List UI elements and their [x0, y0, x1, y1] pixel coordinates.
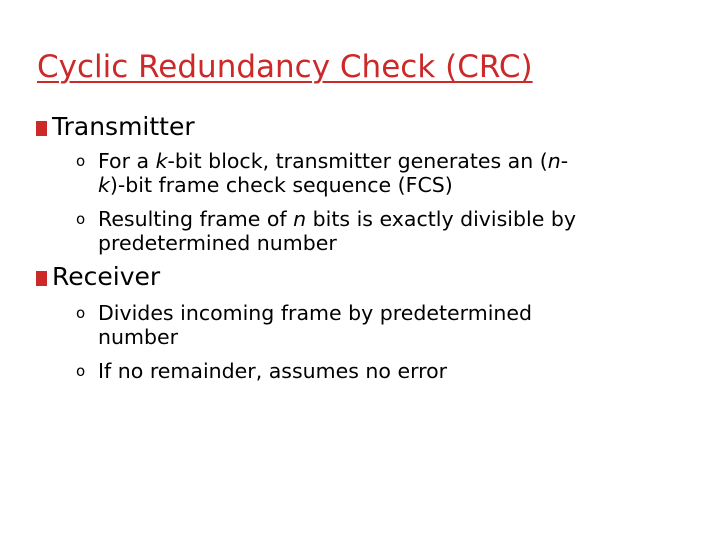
- italic-variable: k: [155, 149, 168, 173]
- text-run: Resulting frame of: [98, 207, 294, 231]
- circle-bullet-icon: o: [76, 152, 86, 170]
- text-run: For a: [98, 149, 156, 173]
- sub-bullet-k-bit-block: [76, 149, 716, 197]
- text-line: [98, 207, 716, 231]
- text-run: Divides incoming frame by predetermined: [98, 301, 533, 325]
- sub-bullet-text: [98, 359, 716, 383]
- bullet-heading: Receiver: [52, 262, 161, 291]
- text-line: [98, 149, 716, 173]
- sub-bullet-divides-frame: [76, 301, 716, 349]
- square-bullet-icon: [36, 271, 47, 286]
- sub-bullet-text: [98, 149, 716, 197]
- text-run: bits is exactly divisible by: [306, 207, 576, 231]
- text-line: [98, 173, 716, 197]
- italic-variable: k: [98, 173, 110, 197]
- circle-bullet-icon: o: [76, 304, 86, 322]
- circle-bullet-icon: o: [76, 362, 86, 380]
- sub-bullet-text: [98, 207, 716, 255]
- bullet-heading: Transmitter: [52, 112, 195, 141]
- slide-title: Cyclic Redundancy Check (CRC): [37, 49, 533, 85]
- sub-bullet-resulting-frame: [76, 207, 716, 255]
- text-run: predetermined number: [98, 231, 337, 255]
- text-run: -bit block, transmitter generates an (: [167, 149, 548, 173]
- text-line: [98, 325, 716, 349]
- square-bullet-icon: [36, 121, 47, 136]
- text-run: )-bit frame check sequence (FCS): [109, 173, 453, 197]
- circle-bullet-icon: o: [76, 210, 86, 228]
- italic-variable: n: [547, 149, 561, 173]
- text-line: [98, 231, 716, 255]
- text-run: If no remainder, assumes no error: [98, 359, 448, 383]
- bullet-transmitter: [36, 112, 195, 142]
- sub-bullet-text: [98, 301, 716, 349]
- text-run: -: [560, 149, 569, 173]
- text-line: [98, 301, 716, 325]
- sub-bullet-no-remainder: [76, 359, 716, 383]
- text-run: number: [98, 325, 179, 349]
- text-line: [98, 359, 716, 383]
- italic-variable: n: [293, 207, 307, 231]
- bullet-receiver: [36, 262, 160, 292]
